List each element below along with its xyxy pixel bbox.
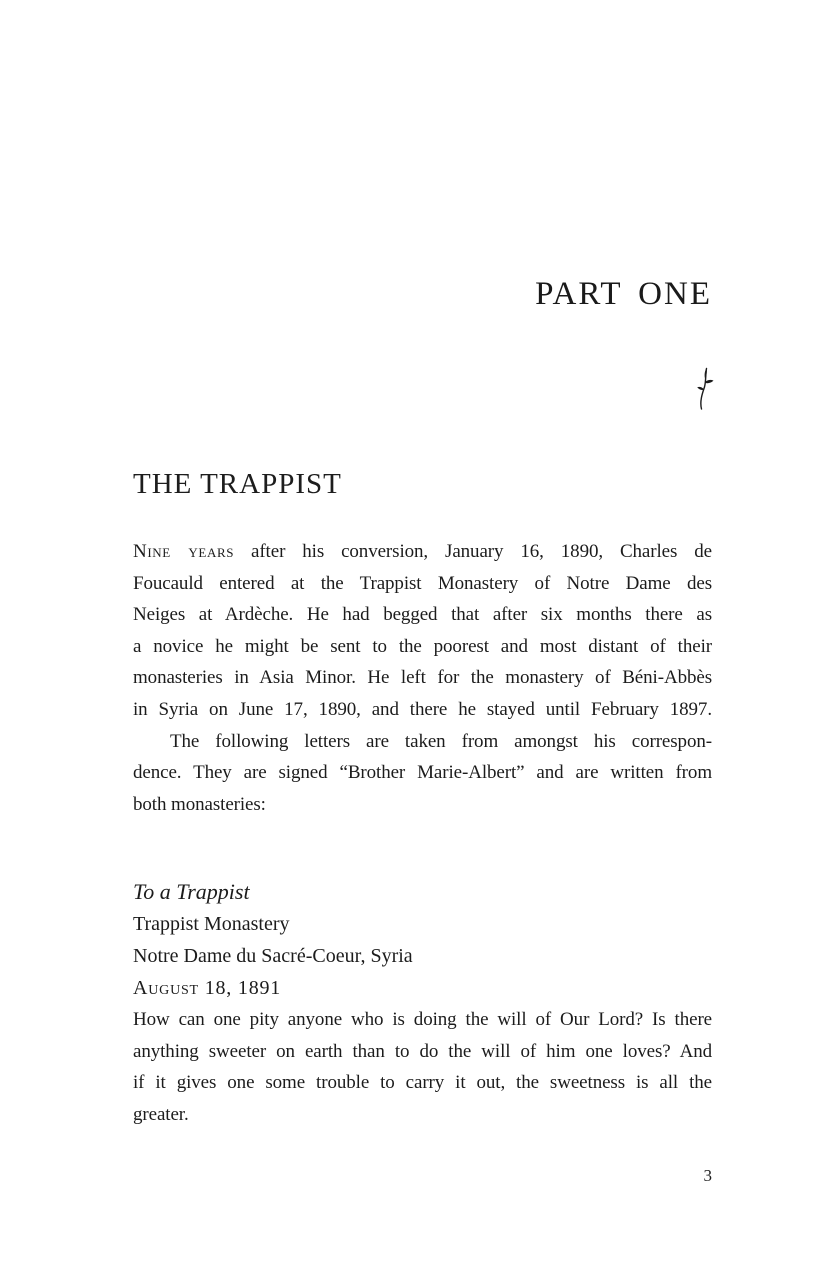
text-line: monasteries in Asia Minor. He left for the monastery of Béni-Abbès	[133, 667, 712, 689]
text-line: in Syria on June 17, 1890, and there he stayed until February 1897.	[133, 698, 712, 720]
sprig-ornament-icon	[693, 366, 715, 415]
smallcaps-lead: Nine years	[133, 541, 235, 562]
text-line: Neiges at Ardèche. He had begged that after six months there as	[133, 604, 712, 626]
chapter-title: THE TRAPPIST	[133, 468, 342, 500]
letter-date: August 18, 1891	[133, 977, 282, 999]
text-line: dence. They are signed “Brother Marie-Albert” and are written from	[133, 762, 712, 784]
text-line: anything sweeter on earth than to do the will of him one loves? And	[133, 1040, 712, 1062]
part-heading: PART ONE	[535, 276, 712, 312]
paragraph-1-lines	[133, 568, 712, 726]
text-line: greater.	[133, 1103, 189, 1125]
letter-salutation: To a Trappist	[133, 879, 250, 904]
text-line: a novice he might be sent to the poorest and most distant of their	[133, 635, 712, 657]
text-line: both monasteries:	[133, 793, 266, 815]
paragraph-2-lines	[133, 726, 712, 821]
line-text: after his conversion, January 16, 1890, Charles de	[234, 541, 712, 562]
text-line: Foucauld entered at the Trappist Monastery of Notre Dame des	[133, 572, 712, 594]
text-line: if it gives one some trouble to carry it out, the sweetness is all the	[133, 1072, 712, 1094]
page-number: 3	[703, 1166, 712, 1185]
letter-address-line: Trappist Monastery	[133, 913, 290, 935]
letter-body	[133, 1004, 712, 1130]
text-line: The following letters are taken from amongst his correspon-	[170, 730, 712, 752]
letter-heading	[133, 876, 712, 1004]
intro-paragraphs	[133, 536, 712, 820]
letter-address-line: Notre Dame du Sacré-Coeur, Syria	[133, 945, 413, 967]
text-line	[133, 536, 712, 568]
text-line: How can one pity anyone who is doing the will of Our Lord? Is there	[133, 1009, 712, 1030]
